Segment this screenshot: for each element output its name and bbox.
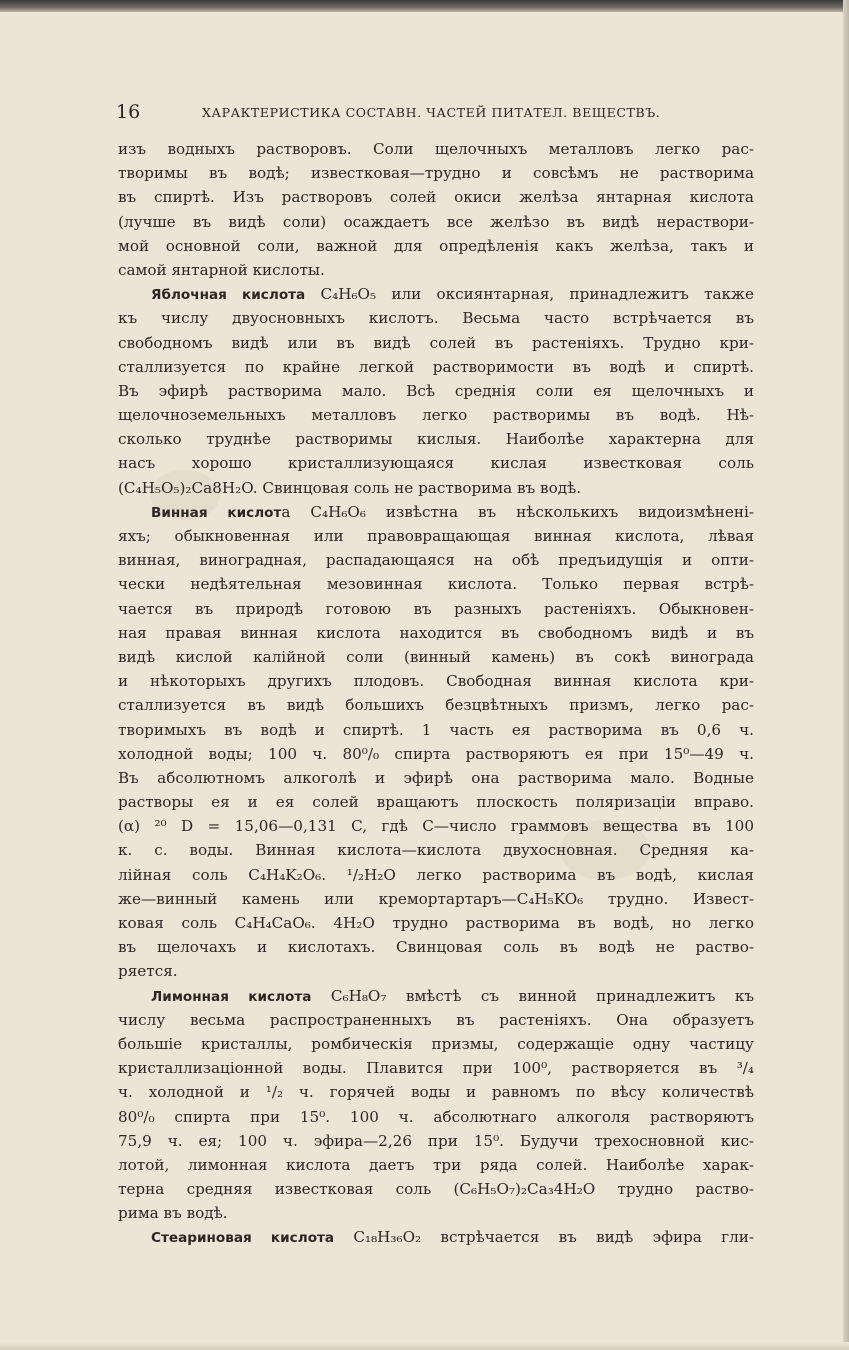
text-line: изъ водныхъ растворовъ. Соли щелочныхъ металловъ легко рас-	[118, 140, 754, 158]
text-line: свободномъ видѣ или въ видѣ солей въ растеніяхъ. Трудно кри-	[118, 333, 754, 352]
text-line: (α) ²⁰ D = 15,06—0,131 C, гдѣ C—число граммовъ вещества въ 100	[118, 817, 754, 836]
text-line: Яблочная кислота C₄H₆O₅ или оксиянтарная, принадлежитъ также	[151, 285, 754, 304]
body-text	[118, 137, 754, 1250]
text-line: растворы ея и ея солей вращаютъ плоскость поляризаціи вправо.	[118, 793, 754, 812]
running-header	[116, 99, 756, 125]
section-term: Лимонная кислота	[151, 988, 312, 1005]
text-line: и нѣкоторыхъ другихъ плодовъ. Свободная винная кислота кри-	[118, 672, 754, 691]
text-line: Въ эфирѣ растворима мало. Всѣ среднія соли ея щелочныхъ и	[118, 381, 754, 400]
text-line: насъ хорошо кристаллизующаяся кислая известковая соль	[118, 454, 754, 473]
text-line: мой основной соли, важной для опредѣленія какъ желѣза, такъ и	[118, 236, 754, 255]
text-line: сталлизуется въ видѣ большихъ безцвѣтныхъ призмъ, легко рас-	[118, 696, 754, 715]
text-line: числу весьма распространенныхъ въ растеніяхъ. Она образуетъ	[118, 1010, 754, 1029]
text-line: холодной воды; 100 ч. 80⁰/₀ спирта растворяютъ ея при 15⁰—49 ч.	[118, 744, 754, 763]
text-line: большіе кристаллы, ромбическія призмы, содержащіе одну частицу	[118, 1034, 754, 1053]
text-line: видѣ кислой калійной соли (винный камень) въ сокѣ винограда	[118, 647, 754, 666]
page-number: 16	[116, 101, 141, 123]
text-line: самой янтарной кислоты.	[118, 260, 325, 279]
text-line: 80⁰/₀ спирта при 15⁰. 100 ч. абсолютнаго алкоголя растворяютъ	[118, 1107, 754, 1126]
text-line: 75,9 ч. ея; 100 ч. эфира—2,26 при 15⁰. Будучи трехосновной кис-	[118, 1131, 754, 1150]
text-line: щелочноземельныхъ металловъ легко растворимы въ водѣ. Нѣ-	[118, 406, 754, 425]
text-line: винная, виноградная, распадающаяся на обѣ предъидущія и опти-	[118, 551, 754, 570]
text-line: творимыхъ въ водѣ и спиртѣ. 1 часть ея растворима въ 0,6 ч.	[118, 720, 754, 739]
text-line: (C₄H₅O₅)₂Ca8H₂O. Свинцовая соль не растворима въ водѣ.	[118, 478, 582, 497]
text-line: сталлизуется по крайне легкой растворимости въ водѣ и спиртѣ.	[118, 357, 754, 376]
text-line: Лимонная кислота C₆H₈O₇ вмѣстѣ съ винной принадлежитъ къ	[151, 986, 754, 1005]
text-line: творимы въ водѣ; известковая—трудно и совсѣмъ не растворима	[118, 164, 754, 183]
text-line: чески недѣятельная мезовинная кислота. Только первая встрѣ-	[118, 575, 754, 594]
text-line: терна средняя известковая соль (C₆H₅O₇)₂Ca₃4H₂O трудно раство-	[118, 1180, 754, 1199]
section-term: Винная кислот	[151, 504, 282, 521]
text-line: к. с. воды. Винная кислота—кислота двухосновная. Средняя ка-	[118, 841, 754, 860]
running-title: ХАРАКТЕРИСТИКА СОСТАВН. ЧАСТЕЙ ПИТАТЕЛ. ВЕЩЕСТВЪ.	[202, 105, 661, 120]
text-line: рима въ водѣ.	[118, 1204, 228, 1223]
text-line: ная правая винная кислота находится въ свободномъ видѣ и въ	[118, 623, 754, 642]
text-line: лійная соль C₄H₄K₂O₆. ¹/₂H₂O легко растворима въ водѣ, кислая	[118, 865, 754, 884]
section-term: Яблочная кислота	[151, 287, 306, 304]
text-line: яхъ; обыкновенная или правовращающая винная кислота, лѣвая	[118, 527, 754, 545]
text-line: Винная кислота C₄H₆O₆ извѣстна въ нѣсколькихъ видоизмѣнені-	[151, 502, 754, 521]
page-top-edge	[0, 0, 849, 12]
text-line: ковая соль C₄H₄CaO₆. 4H₂O трудно растворима въ водѣ, но легко	[118, 914, 754, 932]
section-term: Стеариновая кислота	[151, 1230, 335, 1247]
text-line: ч. холодной и ¹/₂ ч. горячей воды и равномъ по вѣсу количествѣ	[118, 1083, 754, 1102]
text-line: Въ абсолютномъ алкоголѣ и эфирѣ она растворима мало. Водные	[118, 768, 754, 787]
text-line: Стеариновая кислота C₁₈H₃₆O₂ встрѣчается въ видѣ эфира гли-	[151, 1228, 754, 1247]
page-bottom-edge	[0, 1342, 849, 1350]
text-line: же—винный камень или кремортартаръ—C₄H₅KO₆ трудно. Извест-	[118, 889, 754, 908]
text-line: чается въ природѣ готовою въ разныхъ растеніяхъ. Обыкновен-	[118, 599, 754, 618]
text-line: въ спиртѣ. Изъ растворовъ солей окиси желѣза янтарная кислота	[118, 188, 754, 207]
page-right-edge	[843, 0, 849, 1350]
text-line: къ числу двуосновныхъ кислотъ. Весьма часто встрѣчается въ	[118, 309, 754, 328]
text-line: сколько труднѣе растворимы кислыя. Наиболѣе характерна для	[118, 430, 754, 449]
text-line: кристаллизаціонной воды. Плавится при 100⁰, растворяется въ ³/₄	[118, 1059, 754, 1078]
text-line: лотой, лимонная кислота даетъ три ряда солей. Наиболѣе харак-	[118, 1155, 754, 1174]
text-line: ряется.	[118, 962, 178, 981]
text-line: въ щелочахъ и кислотахъ. Свинцовая соль въ водѣ не раство-	[118, 938, 754, 957]
text-line: (лучше въ видѣ соли) осаждаетъ все желѣзо въ видѣ нераствори-	[118, 212, 754, 231]
